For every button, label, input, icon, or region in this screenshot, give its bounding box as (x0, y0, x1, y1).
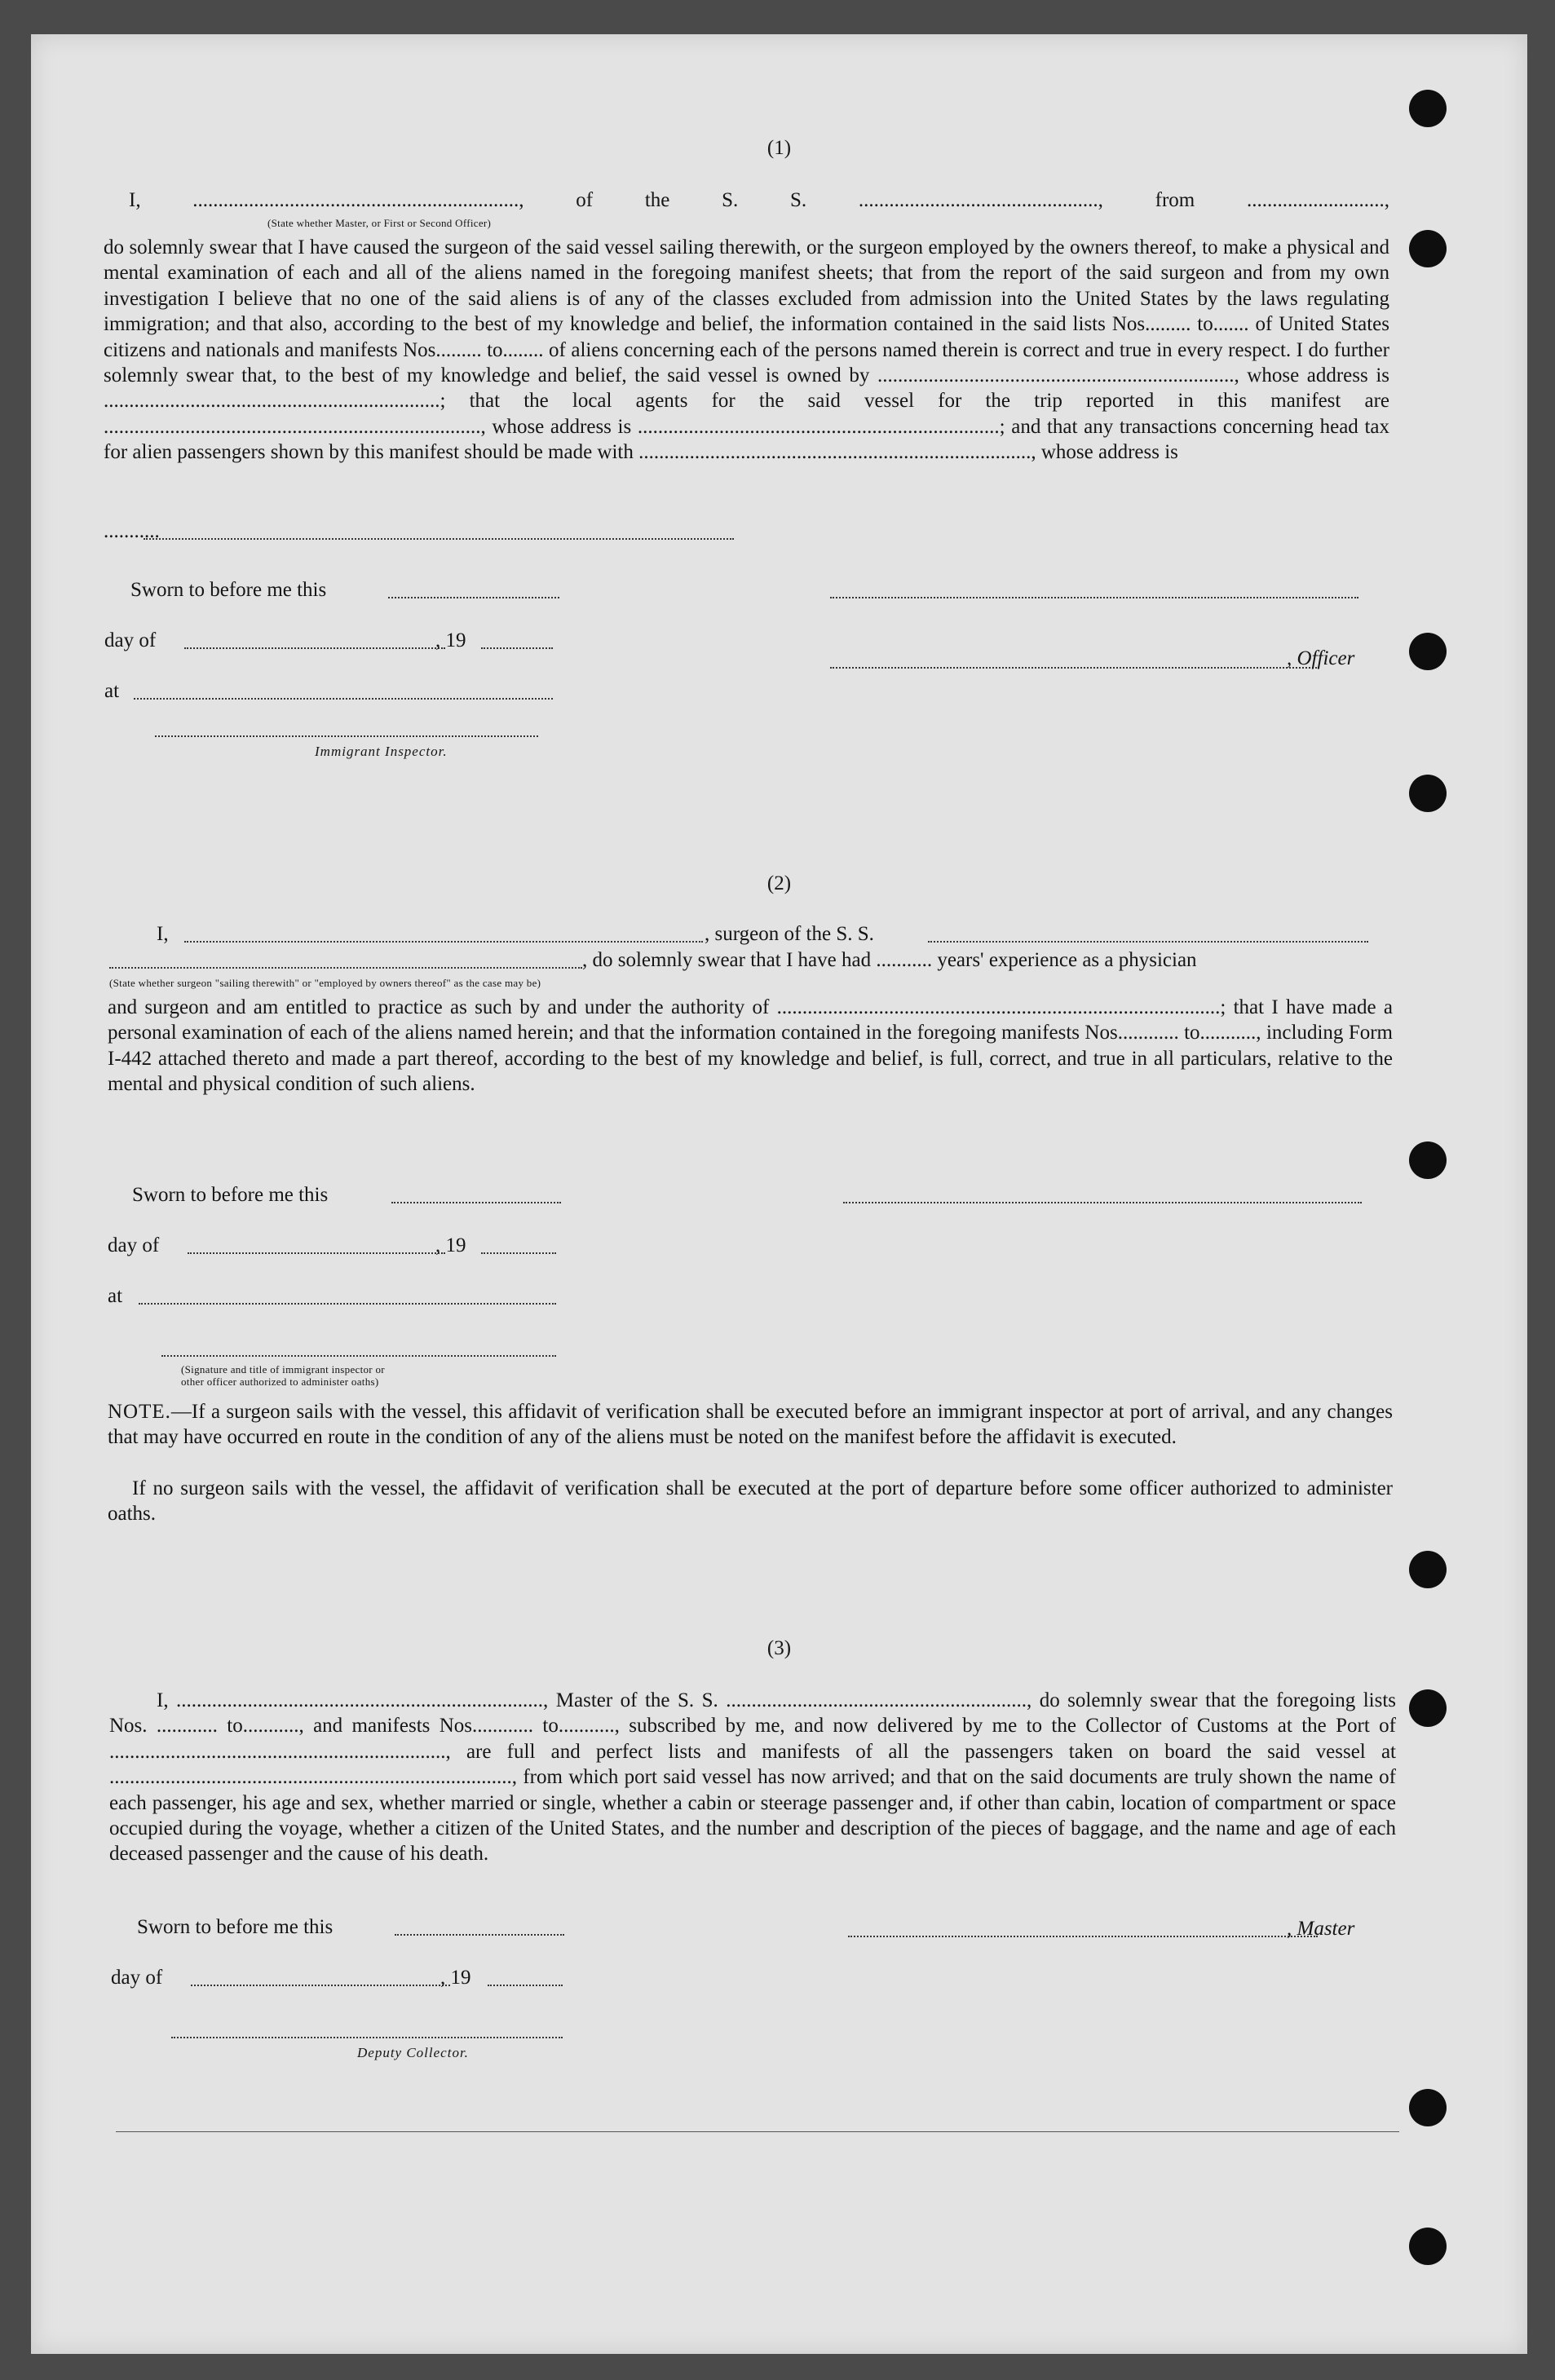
section-3-body: I, ........................................................................, Master of the S. S. ..........................................................., do solemnly swear that the foregoing lists Nos. ............ to..........., and manifests Nos............ to..........., subscribed by me, and now delivered by me to the Collector of Customs at the Port of .................................................................., are full and perfect lists and manifests of all the passengers taken on board the said vessel at ..............................................................................., from which port said vessel has now arrived; and that on the said documents are truly shown the name of each passenger, his age and sex, whether married or single, whether a cabin or steerage passenger and, if other than cabin, location of compartment or space occupied during the voyage, whether a citizen of the United States, and the number and description of the pieces of baggage, and the name and age of each deceased passenger and the cause of his death. (109, 1689, 1396, 1866)
section-3-collector-caption: Deputy Collector. (357, 2045, 469, 2060)
section-3-sworn: Sworn to before me this (137, 1916, 334, 1938)
section-2-surgeon-of: , surgeon of the S. S. (705, 923, 874, 945)
section-3-number: (3) (766, 1637, 792, 1659)
section-2-note-text: —If a surgeon sails with the vessel, this affidavit of verification shall be executed before an immigrant inspector at port of arrival, and any changes that may have occurred en route in the condition of any of the aliens must be noted on the manifest before the affidavit is executed. (108, 1401, 1393, 1449)
section-2-signature-line (843, 1202, 1362, 1203)
section-2-i: I, (157, 923, 169, 945)
section-2-at-line (139, 1303, 556, 1305)
binder-hole (1409, 775, 1447, 812)
section-1-at: at (104, 680, 120, 702)
section-2-year: , 19 (435, 1234, 466, 1256)
section-2-officer-line (161, 1355, 556, 1357)
section-2-day: day of (108, 1234, 160, 1256)
section-2-ship-line (928, 941, 1368, 943)
section-2-note (108, 1399, 1393, 1451)
section-2-capacity-line (109, 967, 582, 969)
section-1-tail-line (144, 538, 734, 540)
section-1-officer-line (830, 667, 1319, 669)
section-1-number: (1) (766, 137, 792, 159)
section-1-inspector-caption: Immigrant Inspector. (315, 744, 448, 759)
section-3-year-line (488, 1985, 563, 1986)
section-2-sworn: Sworn to before me this (132, 1184, 329, 1206)
form-page (31, 34, 1527, 2354)
binder-hole (1409, 2089, 1447, 2126)
section-2-body: and surgeon and am entitled to practice as such by and under the authority of .......................................................................................; that I have made a personal examination of each of the aliens named herein; and that the information contained in the foregoing manifests Nos............ to..........., including Form I-442 attached thereto and made a part thereof, according to the best of my knowledge and belief, is full, correct, and true in all particulars, relative to the mental and physical condition of such aliens. (108, 996, 1393, 1096)
section-1-day-line (184, 647, 445, 649)
section-1-body-tail: ........... (104, 520, 160, 542)
section-3-collector-line (171, 2037, 563, 2038)
section-3-master-label: , Master (1287, 1918, 1355, 1940)
section-3-day: day of (111, 1967, 163, 1989)
section-2-swear: , do solemnly swear that I have had ........... years' experience as a physician (582, 949, 1197, 971)
section-2-year-line (481, 1252, 556, 1254)
section-3-sworn-line (395, 1934, 564, 1936)
section-1-at-line (134, 698, 553, 700)
section-2-capacity-note: (State whether surgeon "sailing therewith" or "employed by owners thereof" as the case may be) (109, 977, 541, 989)
binder-hole (1409, 90, 1447, 127)
section-3-day-line (191, 1985, 450, 1986)
section-3-master-line (848, 1936, 1318, 1937)
section-1-day: day of (104, 629, 157, 651)
section-1-year-line (481, 647, 553, 649)
binder-hole (1409, 633, 1447, 670)
section-2-note-2: If no surgeon sails with the vessel, the affidavit of verification shall be executed at the port of departure before some officer authorized to administer oaths. (108, 1477, 1393, 1526)
section-1-year: , 19 (435, 629, 466, 651)
section-1-first-line: I, ................................................................, of the S. S. ..............................................., from ..........................., (129, 189, 1389, 211)
section-2-sworn-line (391, 1202, 561, 1203)
section-1-sworn-line (388, 597, 559, 598)
section-2-officer-caption-2: other officer authorized to administer oaths) (181, 1375, 379, 1388)
section-2-note-label: NOTE. (108, 1401, 171, 1423)
section-2-day-line (188, 1252, 445, 1254)
binder-hole (1409, 1551, 1447, 1588)
section-1-inspector-line (155, 735, 538, 737)
section-1-signature-line (830, 597, 1358, 598)
binder-hole (1409, 1689, 1447, 1727)
section-1-body: do solemnly swear that I have caused the surgeon of the said vessel sailing therewith, or the surgeon employed by the owners thereof, to make a physical and mental examination of each and all of the aliens named in the foregoing manifest sheets; that from the report of the said surgeon and from my own investigation I believe that no one of the said aliens is of any of the classes excluded from admission into the United States by the laws regulating immigration; and that also, according to the best of my knowledge and belief, the information contained in the said lists Nos......... to....... of United States citizens and nationals and manifests Nos......... to........ of aliens concerning each of the persons named therein is correct and true in every respect. I do further solemnly swear that, to the best of my knowledge and belief, the said vessel is owned by ......................................................................, whose address is ..................................................................; that the local agents for the said vessel for the trip reported in this manifest are .........................................................................., whose address is .......................................................................; and that any transactions concerning head tax for alien passengers shown by this manifest should be made with ............................................................................., whose address is (104, 236, 1389, 464)
binder-hole (1409, 1141, 1447, 1179)
section-1-officer-note: (State whether Master, or First or Second Officer) (267, 217, 492, 229)
section-3-year: , 19 (440, 1967, 471, 1989)
section-1-officer-label: , Officer (1287, 647, 1355, 669)
section-2-name-line (184, 941, 703, 943)
section-2-at: at (108, 1285, 123, 1307)
binder-hole (1409, 230, 1447, 267)
section-1-sworn: Sworn to before me this (130, 579, 327, 601)
binder-hole (1409, 2228, 1447, 2265)
section-2-officer-caption-1: (Signature and title of immigrant inspector or (181, 1363, 385, 1375)
bottom-rule (116, 2131, 1399, 2132)
section-2-number: (2) (766, 872, 792, 894)
